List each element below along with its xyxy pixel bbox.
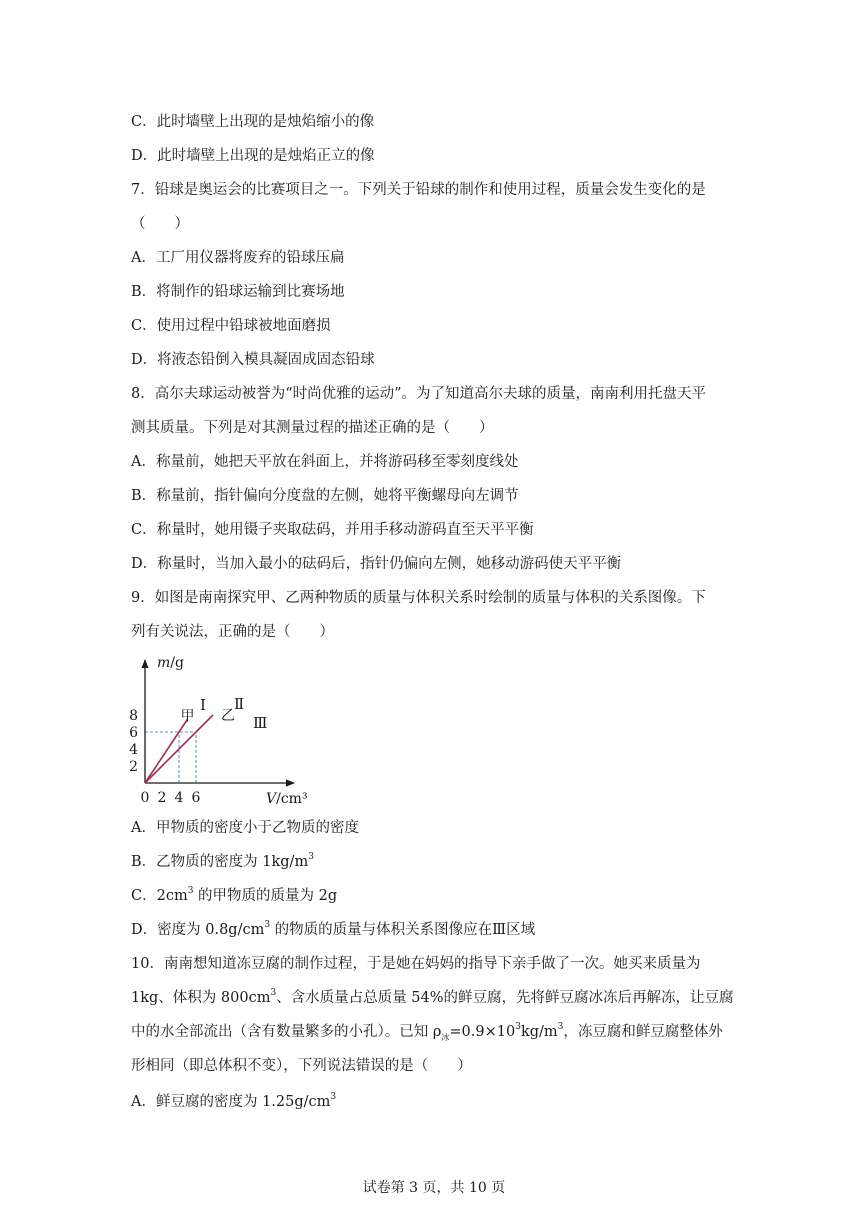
- q10-line2-sup: 3: [270, 988, 277, 999]
- q9-option-b: [131, 852, 314, 872]
- q10-option-a-text: A．鲜豆腐的密度为 1.25g/cm: [131, 1094, 331, 1110]
- region-label-1: Ⅰ: [200, 696, 206, 714]
- y-tick-label-1: 2: [129, 759, 138, 775]
- q6-option-c: C．此时墙壁上出现的是烛焰缩小的像: [131, 114, 375, 130]
- q9-option-c-post: 的甲物质的质量为 2g: [193, 888, 338, 904]
- x-tick-label-1: 2: [157, 790, 167, 806]
- y-tick-label-2: 4: [129, 742, 138, 758]
- q10-stem-line2: [131, 988, 734, 1008]
- q9-option-c: [131, 886, 337, 906]
- x-axis-label: [266, 791, 308, 807]
- series-label-1: 甲: [180, 708, 195, 725]
- q9-option-b-text: B．乙物质的密度为 1kg/m: [131, 854, 309, 870]
- y-axis-unit: /g: [170, 655, 184, 671]
- q8-option-a: A．称量前，她把天平放在斜面上，并将游码移至零刻度线处: [131, 454, 519, 470]
- q8-option-d: D．称量时，当加入最小的砝码后，指针仍偏向左侧，她移动游码使天平平衡: [131, 556, 622, 572]
- q8-stem-line2: 测其质量。下列是对其测量过程的描述正确的是（ ）: [131, 420, 494, 436]
- q8-stem-line1: 8．高尔夫球运动被誉为“时尚优雅的运动”。为了知道高尔夫球的质量，南南利用托盘天平: [131, 386, 707, 402]
- q10-line3-sub: 冰: [441, 1032, 450, 1042]
- page-footer: 试卷第 3 页，共 10 页: [362, 1180, 506, 1196]
- q7-stem-line2: （ ）: [131, 216, 189, 232]
- q7-option-d: D．将液态铅倒入模具凝固成固态铅球: [131, 352, 375, 368]
- q10-line2-pre: 1kg、体积为 800cm: [131, 990, 271, 1006]
- q9-option-b-sup: 3: [308, 852, 314, 863]
- q9-option-a: A．甲物质的密度小于乙物质的密度: [131, 820, 359, 836]
- y-tick-label-3: 6: [129, 725, 138, 741]
- q10-line2-post: 、含水质量占总质量 54%的鲜豆腐，先将鲜豆腐冰冻后再解冻，让豆腐: [276, 990, 734, 1006]
- origin-label: 0: [140, 790, 150, 806]
- q10-line3-mid2: kg/m: [520, 1024, 558, 1040]
- q9-stem-line2: 列有关说法，正确的是（ ）: [131, 624, 334, 640]
- q7-option-a: A．工厂用仪器将废弃的铅球压扁: [131, 250, 345, 266]
- q7-option-c: C．使用过程中铅球被地面磨损: [131, 318, 331, 334]
- region-label-3: Ⅲ: [253, 714, 268, 732]
- q9-stem-line1: 9．如图是南南探究甲、乙两种物质的质量与体积关系时绘制的质量与体积的关系图像。下: [131, 590, 706, 606]
- q9-option-c-sup: 3: [187, 886, 194, 897]
- y-tick-label-4: 8: [129, 708, 138, 724]
- y-axis-symbol: m: [157, 655, 171, 671]
- q8-option-c: C．称量时，她用镊子夹取砝码，并用手移动游码直至天平平衡: [131, 522, 534, 538]
- q10-line3-sup2: 3: [557, 1022, 564, 1033]
- y-axis-label: [157, 655, 184, 671]
- q8-option-b: B．称量前，指针偏向分度盘的左侧，她将平衡螺母向左调节: [131, 488, 519, 504]
- q10-option-a: [131, 1092, 336, 1112]
- q10-line3-post: ，冻豆腐和鲜豆腐整体外: [563, 1024, 723, 1040]
- q10-stem-line4: 形相同（即总体积不变），下列说法错误的是（ ）: [131, 1058, 472, 1074]
- q6-option-d: D．此时墙壁上出现的是烛焰正立的像: [131, 148, 375, 164]
- q9-option-d-post: 的物质的质量与体积关系图像应在Ⅲ区域: [270, 922, 536, 938]
- q9-option-d: [131, 920, 535, 940]
- q7-stem-line1: 7．铅球是奥运会的比赛项目之一。下列关于铅球的制作和使用过程，质量会发生变化的是: [131, 182, 706, 198]
- q9-option-d-sup: 3: [264, 920, 271, 931]
- q7-option-b: B．将制作的铅球运输到比赛场地: [131, 284, 345, 300]
- series-label-2: 乙: [221, 708, 235, 724]
- q9-option-d-pre: D．密度为 0.8g/cm: [131, 922, 265, 938]
- q10-line3-sup1: 3: [515, 1022, 521, 1033]
- x-tick-label-2: 4: [174, 790, 184, 806]
- mass-volume-chart: [126, 650, 326, 810]
- q9-option-c-pre: C．2cm: [131, 888, 188, 904]
- series-line-1: [145, 719, 188, 783]
- x-axis-unit: /cm³: [276, 791, 308, 807]
- q10-line3-mid: =0.9×10: [449, 1024, 516, 1040]
- q10-stem-line3: [131, 1022, 723, 1042]
- q10-line3-pre: 中的水全部流出（含有数量繁多的小孔）。已知 ρ: [131, 1024, 442, 1040]
- q10-option-a-sup: 3: [330, 1092, 337, 1103]
- region-label-2: Ⅱ: [234, 695, 245, 713]
- x-tick-label-3: 6: [191, 790, 201, 806]
- x-axis-symbol: V: [266, 791, 277, 807]
- q10-stem-line1: 10．南南想知道冻豆腐的制作过程，于是她在妈妈的指导下亲手做了一次。她买来质量为: [131, 956, 701, 972]
